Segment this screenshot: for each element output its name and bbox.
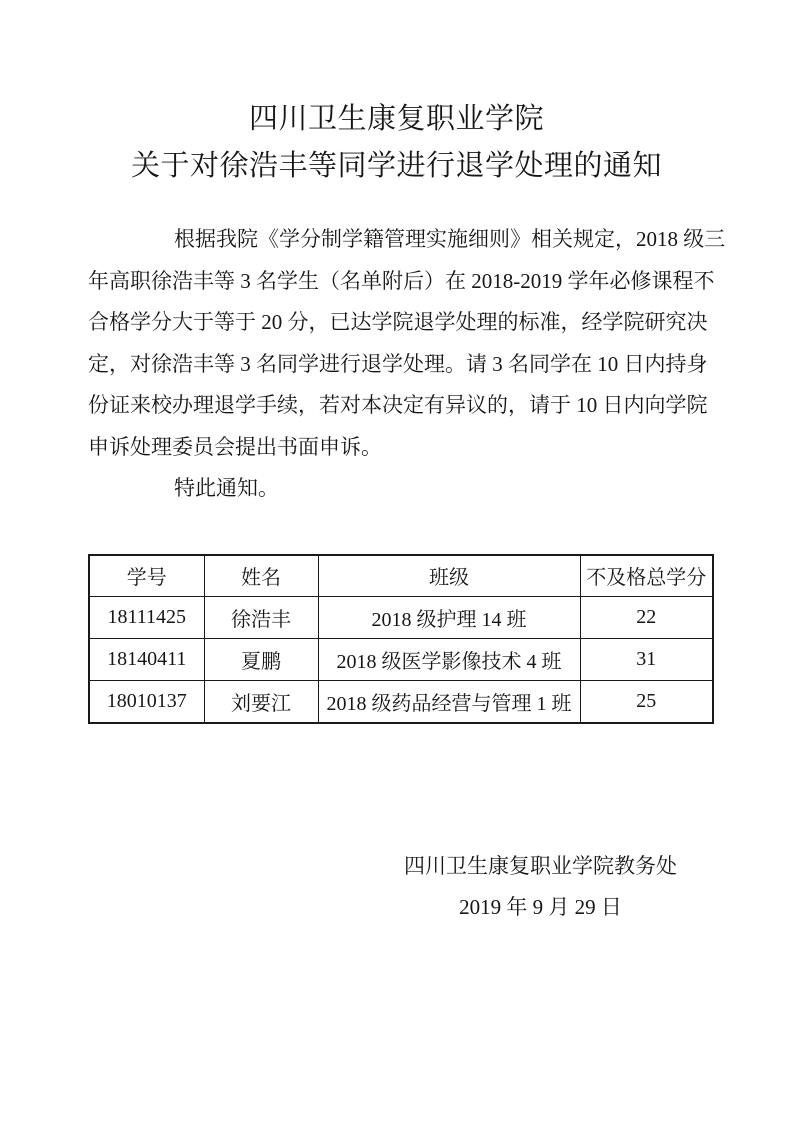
body-line: 根据我院《学分制学籍管理实施细则》相关规定，2018 级三 — [174, 227, 726, 251]
body-line: 定，对徐浩丰等 3 名同学进行退学处理。请 3 名同学在 10 日内持身 — [88, 351, 708, 376]
table-row — [89, 639, 713, 681]
body-line: 年高职徐浩丰等 3 名学生（名单附后）在 2018-2019 学年必修课程不 — [88, 268, 715, 293]
document-title-block — [0, 0, 793, 190]
cell-name: 徐浩丰 — [204, 597, 318, 639]
cell-failed-credits: 22 — [580, 597, 713, 639]
body-line: 申诉处理委员会提出书面申诉。 — [88, 434, 382, 459]
table-header-row — [89, 555, 713, 597]
cell-class: 2018 级护理 14 班 — [318, 597, 580, 639]
cell-student-id: 18140411 — [89, 639, 204, 681]
body-line: 合格学分大于等于 20 分，已达学院退学处理的标准，经学院研究决 — [88, 310, 708, 334]
header-class: 班级 — [318, 555, 580, 597]
table-row — [89, 681, 713, 723]
students-table — [88, 554, 714, 724]
cell-student-id: 18111425 — [89, 597, 204, 639]
cell-class: 2018 级药品经营与管理 1 班 — [318, 681, 580, 723]
cell-failed-credits: 25 — [580, 681, 713, 723]
cell-class: 2018 级医学影像技术 4 班 — [318, 639, 580, 681]
body-line: 份证来校办理退学手续，若对本决定有异议的，请于 10 日内向学院 — [88, 393, 708, 417]
signature-org: 四川卫生康复职业学院教务处 — [404, 853, 677, 878]
notice-title: 关于对徐浩丰等同学进行退学处理的通知 — [130, 150, 662, 182]
cell-failed-credits: 31 — [580, 639, 713, 681]
signature-block — [404, 846, 677, 928]
closing-line: 特此通知。 — [174, 476, 279, 500]
header-student-id: 学号 — [89, 555, 204, 597]
college-name-title: 四川卫生康复职业学院 — [248, 103, 544, 135]
cell-name: 刘要江 — [204, 681, 318, 723]
table-row — [89, 597, 713, 639]
header-failed-credits: 不及格总学分 — [580, 555, 713, 597]
cell-name: 夏鹏 — [204, 639, 318, 681]
notice-body — [88, 219, 726, 510]
cell-student-id: 18010137 — [89, 681, 204, 723]
signature-date: 2019 年 9 月 29 日 — [459, 894, 622, 919]
header-name: 姓名 — [204, 555, 318, 597]
